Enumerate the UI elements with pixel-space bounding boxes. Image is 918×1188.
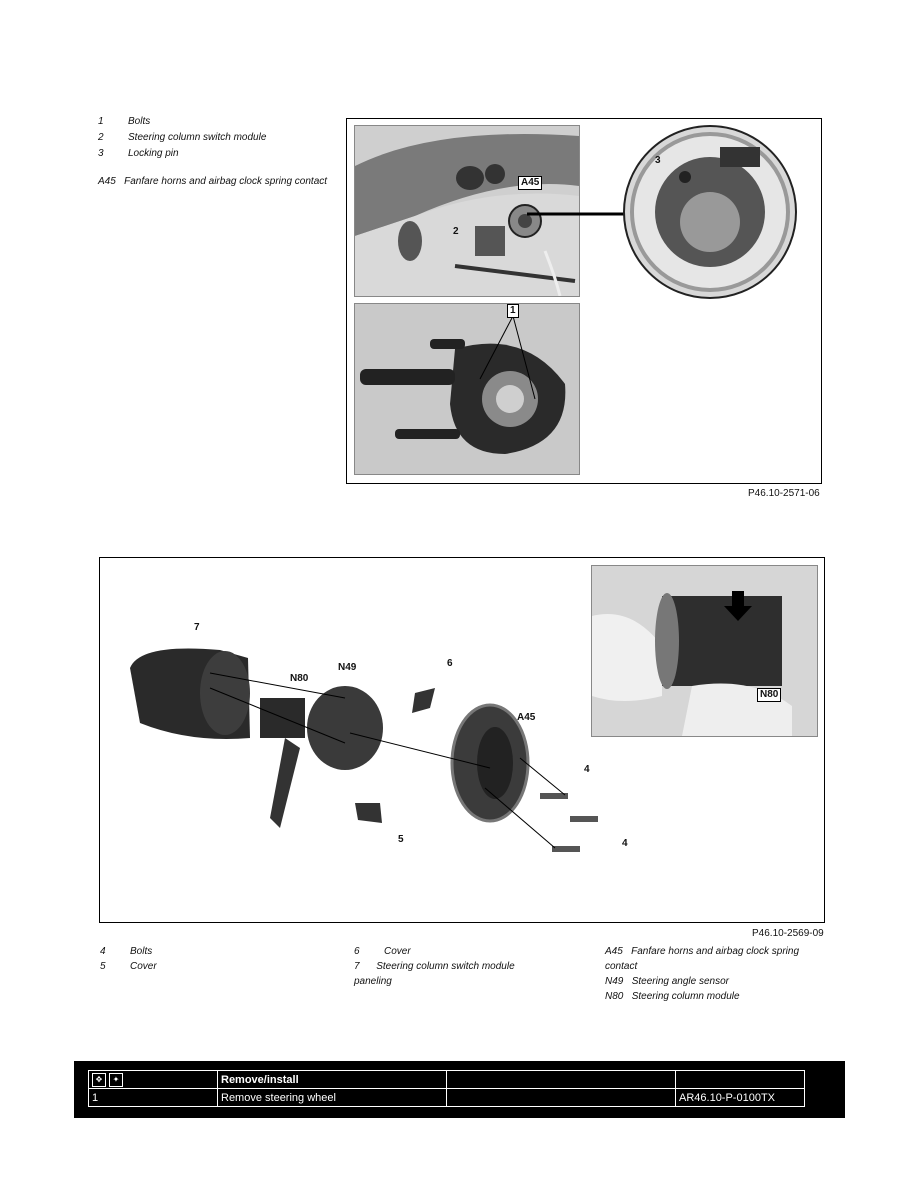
legend-top [98, 114, 338, 190]
header-title: Remove/install [218, 1071, 447, 1089]
inset-illustration [592, 566, 817, 736]
legend-item: A45 Fanfare horns and airbag clock spring contact [605, 946, 800, 972]
figure-1 [346, 118, 822, 484]
callout-a45: A45 [517, 712, 536, 723]
legend-bottom-col2 [354, 944, 554, 989]
header-icons-cell [89, 1071, 218, 1089]
legend-bottom-col3 [605, 944, 825, 1004]
step-number: 1 [89, 1089, 218, 1107]
table-header-row [89, 1071, 805, 1089]
expand-icon[interactable]: ✥ [92, 1073, 106, 1087]
procedure-table-container [74, 1061, 845, 1118]
switch-module-photo [354, 303, 580, 475]
figure-2 [99, 557, 825, 923]
step-note [447, 1089, 676, 1107]
callout-n49: N49 [338, 662, 357, 673]
figure-1-reference: P46.10-2571-06 [748, 488, 820, 499]
legend-item: N80 Steering column module [605, 991, 740, 1002]
figure-2-reference: P46.10-2569-09 [752, 928, 824, 939]
header-empty [676, 1071, 805, 1089]
callout-7: 7 [194, 622, 200, 633]
callout-n80: N80 [290, 673, 309, 684]
callout-2: 2 [453, 226, 459, 237]
legend-item: A45 Fanfare horns and airbag clock spring contact [98, 176, 328, 187]
legend-item: N49 Steering angle sensor [605, 976, 729, 987]
collapse-icon[interactable]: ✦ [109, 1073, 123, 1087]
legend-item: 3 Locking pin [98, 148, 179, 159]
callout-4: 4 [622, 838, 628, 849]
callout-5: 5 [398, 834, 404, 845]
legend-item: 1 Bolts [98, 116, 151, 127]
switch-module-illustration [355, 304, 579, 474]
legend-item: 6 Cover [354, 946, 411, 957]
step-description: Remove steering wheel [218, 1089, 447, 1107]
legend-item: 4 Bolts [100, 946, 153, 957]
inset-photo [591, 565, 818, 737]
legend-item: 7 Steering column switch module paneling [354, 961, 515, 987]
procedure-table [88, 1070, 805, 1107]
callout-a45: A45 [518, 176, 542, 190]
callout-6: 6 [447, 658, 453, 669]
callout-n80-inset: N80 [757, 688, 781, 702]
table-row [89, 1089, 805, 1107]
legend-item: 5 Cover [100, 961, 157, 972]
callout-3: 3 [655, 155, 661, 166]
callout-1: 1 [507, 304, 519, 318]
step-reference-link[interactable]: AR46.10-P-0100TX [676, 1089, 805, 1107]
clock-spring-detail [623, 125, 797, 299]
legend-bottom-col1 [100, 944, 320, 974]
header-empty [447, 1071, 676, 1089]
clock-spring-illustration [625, 127, 795, 297]
legend-item: 2 Steering column switch module [98, 132, 267, 143]
callout-4: 4 [584, 764, 590, 775]
